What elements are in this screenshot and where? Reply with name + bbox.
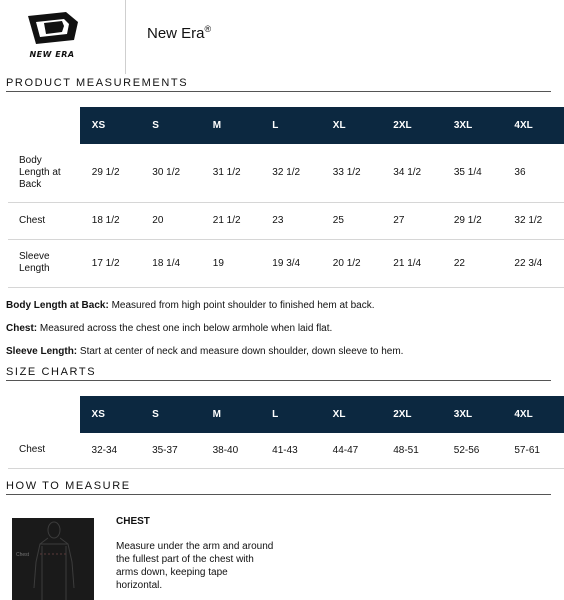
note-term: Sleeve Length: [6,346,78,357]
table-cell: 20 [152,215,164,226]
size-header-row [8,396,564,433]
table-cell: 38-40 [212,444,239,456]
table-cell: 27 [393,215,405,226]
figure-label: Chest [16,552,30,558]
size-header: 2XL [381,107,442,144]
header-divider [125,0,126,74]
table-cell: 32 1/2 [514,215,543,226]
table-cell: 18 1/2 [91,215,120,226]
size-charts-title: SIZE CHARTS [6,366,97,378]
table-cell: 35-37 [152,444,178,456]
table-row [8,144,564,202]
size-header: 4XL [502,396,564,433]
table-cell: 21 1/4 [393,257,422,269]
table-cell: 25 [332,215,344,226]
table-cell: 19 3/4 [272,257,301,269]
table-row [8,202,564,239]
note-text: Measured from high point shoulder to finished hem at back. [108,300,375,311]
table-cell: 48-51 [393,444,419,456]
table-cell: 34 1/2 [393,167,422,179]
table-cell: 23 [272,215,284,226]
table-cell: 33 1/2 [332,167,361,179]
table-cell: 22 3/4 [514,257,543,269]
size-header: L [260,107,321,144]
note-chest [6,323,332,334]
header-corner [8,396,80,433]
size-header: 3XL [442,396,503,433]
section-divider [6,380,551,381]
body-silhouette-icon [12,518,94,600]
table-cell: 57-61 [514,444,540,456]
table-cell: 32 1/2 [272,167,301,179]
chest-measure-text: Measure under the arm and around the fullest part of the chest with arms down, keeping tape horizontal. [116,541,274,591]
table-cell: 18 1/4 [152,257,181,269]
new-era-logo[interactable] [22,10,82,62]
row-label: Chest [19,214,46,226]
note-body-length [6,300,375,311]
size-chart-table [8,396,564,469]
note-term: Chest: [6,323,38,334]
table-cell: 32-34 [91,444,118,456]
note-text: Measured across the chest one inch below armhole when laid flat. [37,323,333,334]
size-header: 4XL [502,107,564,144]
table-cell: 30 1/2 [152,167,181,179]
table-cell: 31 1/2 [212,167,241,179]
table-cell: 20 1/2 [332,257,361,269]
section-divider [6,494,551,495]
row-label [8,239,80,287]
table-row [8,239,564,287]
new-era-flag-icon [22,10,82,50]
note-text: Start at center of neck and measure down shoulder, down sleeve to hem. [77,346,404,357]
note-sleeve-length [6,346,403,357]
table-cell: 29 1/2 [91,167,120,179]
note-term: Body Length at Back: [6,300,109,311]
product-measurements-table [8,107,564,288]
size-header: M [201,396,261,433]
section-divider [6,91,551,92]
row-label-text: Body Length at Back [19,154,61,190]
table-cell: 41-43 [272,444,298,456]
table-cell: 35 1/4 [453,167,482,179]
row-label: Chest [19,444,46,456]
row-label [8,144,80,202]
table-cell: 52-56 [453,444,480,456]
table-cell: 22 [453,257,465,269]
table-cell: 21 1/2 [212,215,241,226]
size-header-row [8,107,564,144]
size-header: XS [80,396,141,433]
size-header: S [140,107,201,144]
brand-name-text: New Era [147,25,205,42]
size-header: XL [321,107,382,144]
size-header: 3XL [442,107,503,144]
table-cell: 19 [212,257,224,269]
logo-wordmark: NEW ERA [29,50,75,59]
header-corner [8,107,80,144]
table-cell: 17 1/2 [91,257,120,269]
table-cell: 36 [514,167,526,179]
row-label-text: Sleeve Length [19,251,50,274]
chest-measure-title: CHEST [116,516,150,527]
size-header: 2XL [381,396,442,433]
product-measurements-title: PRODUCT MEASUREMENTS [6,77,189,89]
table-row [8,433,564,468]
brand-name [147,24,211,42]
size-header: S [140,396,201,433]
how-to-measure-title: HOW TO MEASURE [6,480,131,492]
page-header [0,0,564,76]
registered-mark: ® [204,24,212,34]
size-header: L [260,396,321,433]
table-cell: 29 1/2 [453,215,482,226]
chest-measure-figure [12,518,94,600]
size-header: M [201,107,261,144]
size-header: XL [321,396,382,433]
table-cell: 44-47 [332,444,359,456]
size-header: XS [80,107,141,144]
